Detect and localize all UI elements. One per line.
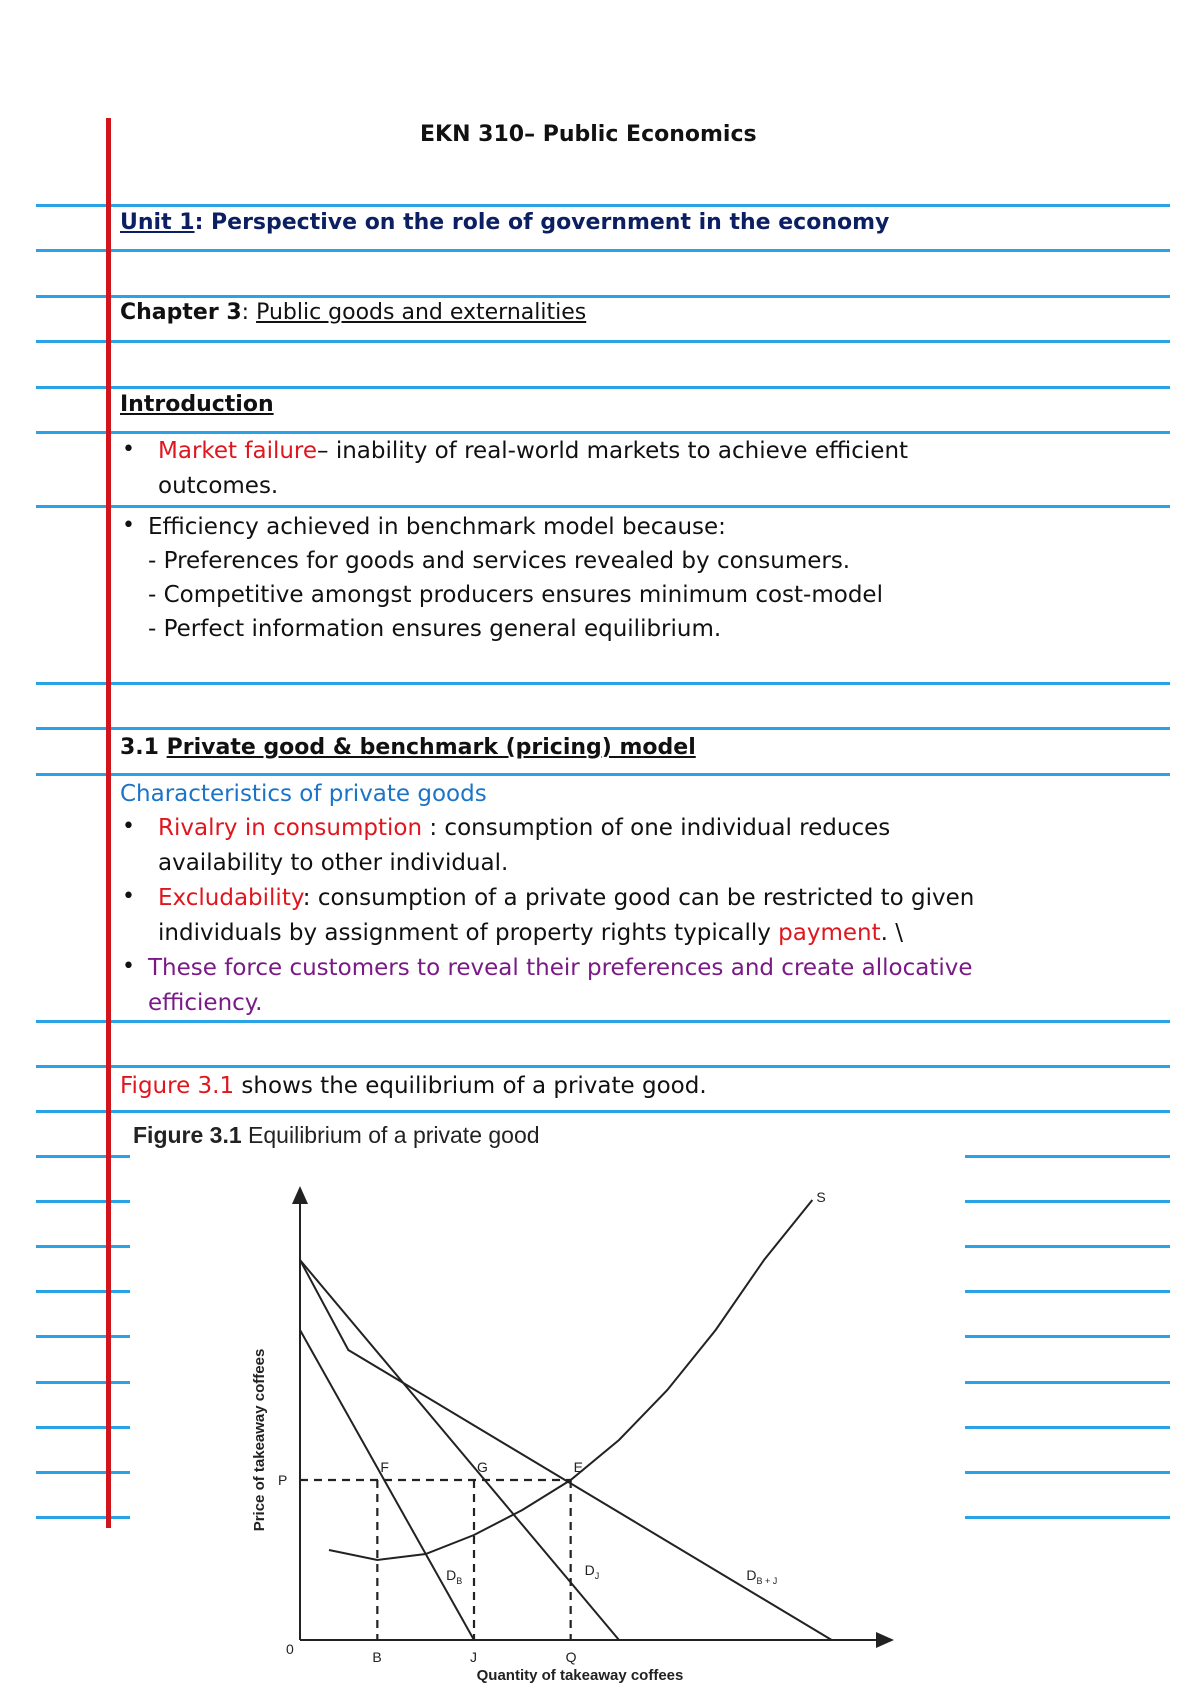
excludability-line (158, 883, 974, 913)
supply-label: S (816, 1189, 826, 1205)
ruled-line (36, 340, 1170, 343)
ruled-line (36, 249, 1170, 252)
bullet-dot: • (122, 814, 135, 839)
demand-bj-main: D (746, 1567, 757, 1583)
ruled-line (36, 1110, 1170, 1113)
ruled-line (965, 1335, 1170, 1338)
introduction-heading: Introduction (120, 392, 274, 417)
demand-b-label (446, 1567, 462, 1586)
ruled-line (36, 1020, 1170, 1023)
y-axis-label: Price of takeaway coffees (251, 1348, 268, 1532)
x-tick-j: J (470, 1649, 477, 1665)
figure-ref-text: shows the equilibrium of a private good. (234, 1073, 707, 1099)
efficiency-sub: - Perfect information ensures general equilibrium. (148, 616, 722, 642)
market-failure-cont: outcomes. (158, 473, 279, 499)
point-label-f: F (380, 1459, 389, 1475)
ruled-line (36, 727, 1170, 730)
market-failure-term: Market failure (158, 438, 318, 464)
ruled-line (36, 386, 1170, 389)
ruled-line (965, 1471, 1170, 1474)
x-axis-label: Quantity of takeaway coffees (476, 1667, 684, 1684)
ruled-line (36, 1155, 130, 1158)
demand-j-sub: J (594, 1571, 600, 1581)
market-failure-line (158, 436, 908, 466)
ruled-line (36, 1290, 130, 1293)
course-title: EKN 310– Public Economics (420, 122, 757, 147)
demand-b-sub: B (456, 1576, 463, 1586)
chapter-title: Public goods and externalities (256, 300, 587, 325)
chapter-line (120, 298, 586, 328)
demand-j-label (585, 1562, 600, 1581)
bullet-dot: • (122, 513, 135, 538)
point-label-g: G (477, 1459, 488, 1475)
unit-label: Unit 1 (120, 210, 195, 235)
excludability-cont-a: individuals by assignment of property rights typically (158, 920, 779, 946)
section-title: Private good & benchmark (pricing) model (166, 735, 696, 760)
excludability-text: : consumption of a private good can be restricted to given (302, 885, 975, 911)
demand-curve-b-plus-j (300, 1260, 832, 1640)
bullet-dot: • (122, 954, 135, 979)
ruled-line (965, 1200, 1170, 1203)
x-tick-q: Q (565, 1649, 577, 1665)
ruled-line (36, 431, 1170, 434)
rivalry-line (158, 813, 890, 843)
figure-caption (133, 1122, 540, 1149)
ruled-line (965, 1426, 1170, 1429)
origin-label: 0 (286, 1641, 294, 1657)
figure-ref-line (120, 1071, 707, 1101)
bullet-dot: • (122, 884, 135, 909)
excludability-cont-b: . \ (880, 920, 904, 946)
ruled-line (36, 505, 1170, 508)
ruled-line (36, 1245, 130, 1248)
efficiency-sub: - Competitive amongst producers ensures minimum cost-model (148, 582, 883, 608)
bullet-dot: • (122, 437, 135, 462)
ruled-line (36, 1200, 130, 1203)
demand-b-main: D (446, 1567, 457, 1583)
unit-line (120, 208, 889, 238)
demand-curve-b (300, 1330, 474, 1640)
rivalry-cont: availability to other individual. (158, 850, 509, 876)
figure-label: Figure 3.1 (133, 1122, 242, 1148)
ruled-line (36, 1471, 130, 1474)
figure-caption-text: Equilibrium of a private good (241, 1122, 540, 1148)
ruled-line (36, 682, 1170, 685)
ruled-line (36, 1381, 130, 1384)
rivalry-text: : consumption of one individual reduces (422, 815, 891, 841)
ruled-line (965, 1381, 1170, 1384)
ruled-line (36, 204, 1170, 207)
excludability-cont (158, 918, 903, 948)
ruled-line (965, 1245, 1170, 1248)
x-tick-b: B (372, 1649, 382, 1665)
y-tick-p: P (278, 1472, 288, 1488)
payment-term: payment (778, 920, 881, 946)
chapter-label: Chapter 3 (120, 300, 242, 325)
section-number: 3.1 (120, 735, 167, 760)
ruled-line (36, 1426, 130, 1429)
ruled-line (965, 1155, 1170, 1158)
figure-ref-term: Figure 3.1 (120, 1073, 235, 1099)
force-cont: efficiency. (148, 990, 263, 1016)
market-failure-text: – inability of real-world markets to achieve efficient (317, 438, 909, 464)
margin-line (106, 118, 111, 1528)
ruled-line (36, 1335, 130, 1338)
chapter-sep: : (241, 300, 257, 325)
point-label-e: E (573, 1459, 584, 1475)
ruled-line (36, 1516, 130, 1519)
demand-bj-sub: B + J (756, 1576, 778, 1586)
demand-j-main: D (584, 1562, 595, 1578)
force-line: These force customers to reveal their preferences and create allocative (148, 955, 973, 981)
excludability-term: Excludability (158, 885, 303, 911)
demand-bj-label (746, 1567, 777, 1586)
ruled-line (36, 1065, 1170, 1068)
efficiency-line: Efficiency achieved in benchmark model because: (148, 514, 726, 540)
rivalry-term: Rivalry in consumption (158, 815, 423, 841)
unit-text: : Perspective on the role of government in the economy (194, 210, 890, 235)
equilibrium-chart (240, 1160, 970, 1684)
ruled-line (965, 1516, 1170, 1519)
ruled-line (36, 773, 1170, 776)
ruled-line (965, 1290, 1170, 1293)
efficiency-sub: - Preferences for goods and services revealed by consumers. (148, 548, 851, 574)
section-heading (120, 733, 696, 763)
characteristics-subheading: Characteristics of private goods (120, 781, 487, 807)
